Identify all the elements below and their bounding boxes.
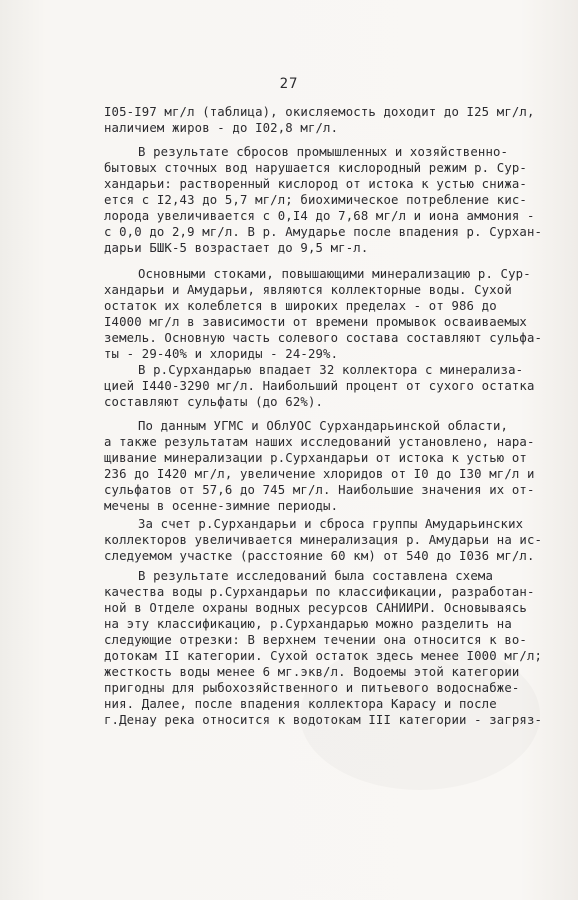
text-line: жесткость воды менее 6 мг.экв/л. Водоемы этой категории [104, 665, 520, 679]
text-line: цией I440-3290 мг/л. Наибольший процент от сухого остатка [104, 379, 535, 393]
text-line: 236 до I420 мг/л, увеличение хлоридов от I0 до I30 мг/л и [104, 467, 535, 481]
text-line: бытовых сточных вод нарушается кислородный режим р. Сур- [104, 161, 527, 175]
text-line: щивание минерализации р.Сурхандарьи от истока к устью от [104, 451, 527, 465]
page-number: 27 [279, 76, 299, 92]
text-line: хандарьи: растворенный кислород от истока к устью снижа- [104, 177, 527, 191]
text-line: Основными стоками, повышающими минерализацию р. Сур- [138, 267, 531, 281]
text-line: По данным УГМС и ОблУОС Сурхандарьинской области, [138, 419, 509, 433]
text-line: За счет р.Сурхандарьи и сброса группы Амударьинских [138, 517, 524, 531]
text-line: на эту классификацию, р.Сурхандарью можно разделить на [104, 617, 512, 631]
text-line: с 0,0 до 2,9 мг/л. В р. Амударье после впадения р. Сурхан- [104, 225, 543, 239]
text-line: наличием жиров - до I02,8 мг/л. [104, 121, 339, 135]
text-line: лорода увеличивается с 0,I4 до 7,68 мг/л и иона аммония - [104, 209, 535, 223]
text-line: В результате сбросов промышленных и хозяйственно- [138, 145, 509, 159]
text-line: а также результатам наших исследований установлено, нара- [104, 435, 535, 449]
text-line: сульфатов от 57,6 до 745 мг/л. Наибольшие значения их от- [104, 483, 535, 497]
text-line: следующие отрезки: В верхнем течении она относится к во- [104, 633, 527, 647]
text-line: г.Денау река относится к водотокам III категории - загряз- [104, 713, 543, 727]
text-line: составляют сульфаты (до 62%). [104, 395, 324, 409]
text-line: ной в Отделе охраны водных ресурсов САНИИРИ. Основываясь [104, 601, 527, 615]
text-line: качества воды р.Сурхандарьи по классификации, разработан- [104, 585, 535, 599]
text-line: коллекторов увеличивается минерализация р. Амударьи на ис- [104, 533, 543, 547]
text-line: дотокам II категории. Сухой остаток здесь менее I000 мг/л; [104, 649, 543, 663]
text-line: I05-I97 мг/л (таблица), окисляемость доходит до I25 мг/л, [104, 105, 535, 119]
text-line: ты - 29-40% и хлориды - 24-29%. [104, 347, 339, 361]
text-line: остаток их колеблется в широких пределах - от 986 до [104, 299, 497, 313]
text-line: В р.Сурхандарью впадает 32 коллектора с минерализа- [138, 363, 524, 377]
text-line: I4000 мг/л в зависимости от времени промывок осваиваемых [104, 315, 527, 329]
text-line: ется с I2,43 до 5,7 мг/л; биохимическое потребление кис- [104, 193, 527, 207]
text-line: земель. Основную часть солевого состава составляют сульфа- [104, 331, 543, 345]
text-line: хандарьи и Амударьи, являются коллекторные воды. Сухой [104, 283, 512, 297]
text-line: пригодны для рыбохозяйственного и питьевого водоснабже- [104, 681, 520, 695]
text-line: ния. Далее, после впадения коллектора Карасу и после [104, 697, 497, 711]
text-line: следуемом участке (расстояние 60 км) от 540 до I036 мг/л. [104, 549, 535, 563]
text-line: дарьи БШК-5 возрастает до 9,5 мг-л. [104, 241, 369, 255]
text-line: мечены в осенне-зимние периоды. [104, 499, 339, 513]
text-line: В результате исследований была составлена схема [138, 569, 494, 583]
